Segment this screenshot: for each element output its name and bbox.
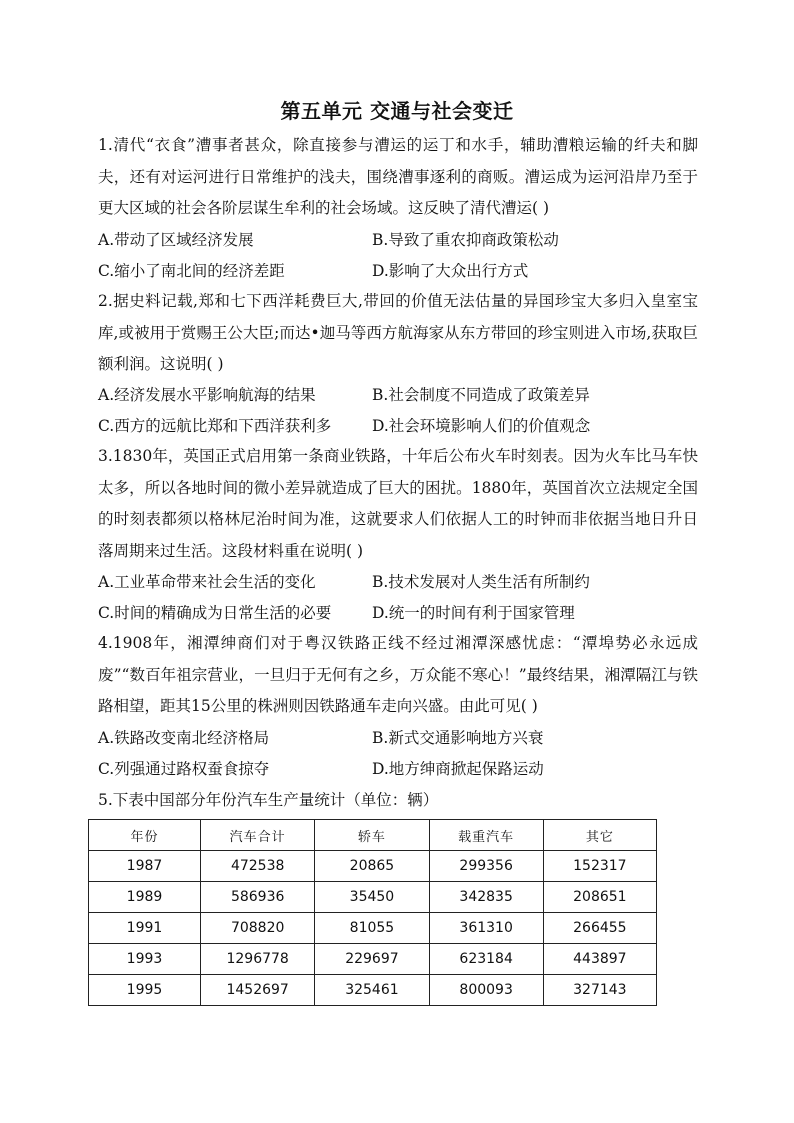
table-cell: 325461 [315,975,429,1006]
option-d: D.社会环境影响人们的价值观念 [372,417,591,435]
table-cell: 1995 [89,975,201,1006]
column-header: 汽车合计 [201,820,315,851]
table-cell: 361310 [429,913,543,944]
table-row [89,944,657,975]
question-3-stem: 3.1830年，英国正式启用第一条商业铁路，十年后公布火车时刻表。因为火车比马车快太多，所以各地时间的微小差异就造成了巨大的困扰。1880年，英国首次立法规定全国的时刻表都须以格林尼治时间为准，这就要求人们依据人工的时钟而非依据当地日升日落周期来过生活。这段材料重在说明( ) [98,447,698,560]
column-header: 年份 [89,820,201,851]
option-c: C.时间的精确成为日常生活的必要 [98,604,332,622]
option-d: D.影响了大众出行方式 [372,262,529,280]
table-row [89,913,657,944]
table-cell: 1987 [89,851,201,882]
question-4-options [98,723,698,785]
table-cell: 20865 [315,851,429,882]
question-2-stem: 2.据史料记载,郑和七下西洋耗费巨大,带回的价值无法估量的异国珍宝大多归入皇室宝库,或被用于赏赐王公大臣;而达•迦马等西方航海家从东方带回的珍宝则进入市场,获取巨额利润。这说明( ) [98,292,698,373]
column-header: 其它 [543,820,656,851]
table-cell: 1991 [89,913,201,944]
table-cell: 229697 [315,944,429,975]
option-c: C.西方的远航比郑和下西洋获利多 [98,417,332,435]
table-cell: 443897 [543,944,656,975]
option-a: A.铁路改变南北经济格局 [98,729,270,747]
table-cell: 1993 [89,944,201,975]
option-b: B.新式交通影响地方兴衰 [372,729,544,747]
table-cell: 1296778 [201,944,315,975]
table-row [89,851,657,882]
table-cell: 586936 [201,882,315,913]
option-c: C.缩小了南北间的经济差距 [98,262,285,280]
question-2-options [98,380,698,442]
table-header-row [89,820,657,851]
table-cell: 1989 [89,882,201,913]
table-cell: 327143 [543,975,656,1006]
car-production-table [88,819,657,1006]
question-3-options [98,567,698,629]
table-cell: 342835 [429,882,543,913]
table-cell: 266455 [543,913,656,944]
table-cell: 623184 [429,944,543,975]
table-cell: 299356 [429,851,543,882]
column-header: 轿车 [315,820,429,851]
option-d: D.统一的时间有利于国家管理 [372,604,575,622]
table-cell: 208651 [543,882,656,913]
question-5-stem: 5.下表中国部分年份汽车生产量统计（单位：辆） [98,791,439,809]
table-cell: 35450 [315,882,429,913]
table-row [89,882,657,913]
table-cell: 152317 [543,851,656,882]
option-c: C.列强通过路权蚕食掠夺 [98,760,270,778]
option-a: A.带动了区域经济发展 [98,231,254,249]
question-4-stem: 4.1908年，湘潭绅商们对于粤汉铁路正线不经过湘潭深感忧虑：“潭埠势必永远成废”“数百年祖宗营业，一旦归于无何有之乡，万众能不寒心！”最终结果，湘潭隔江与铁路相望，距其15公里的株洲则因铁路通车走向兴盛。由此可见( ) [98,634,698,715]
option-b: B.导致了重农抑商政策松动 [372,231,559,249]
option-a: A.经济发展水平影响航海的结果 [98,386,316,404]
table-cell: 800093 [429,975,543,1006]
question-1-options [98,225,698,287]
table-cell: 81055 [315,913,429,944]
page-title: 第五单元 交通与社会变迁 [280,99,514,123]
option-b: B.社会制度不同造成了政策差异 [372,386,590,404]
table-cell: 708820 [201,913,315,944]
table-cell: 1452697 [201,975,315,1006]
option-b: B.技术发展对人类生活有所制约 [372,573,590,591]
table-cell: 472538 [201,851,315,882]
option-a: A.工业革命带来社会生活的变化 [98,573,316,591]
column-header: 载重汽车 [429,820,543,851]
question-1-stem: 1.清代“衣食”漕事者甚众，除直接参与漕运的运丁和水手，辅助漕粮运输的纤夫和脚夫，还有对运河进行日常维护的浅夫，围绕漕事逐利的商贩。漕运成为运河沿岸乃至于更大区域的社会各阶层谋生牟利的社会场域。这反映了清代漕运( ) [98,136,698,217]
table-row [89,975,657,1006]
option-d: D.地方绅商掀起保路运动 [372,760,544,778]
